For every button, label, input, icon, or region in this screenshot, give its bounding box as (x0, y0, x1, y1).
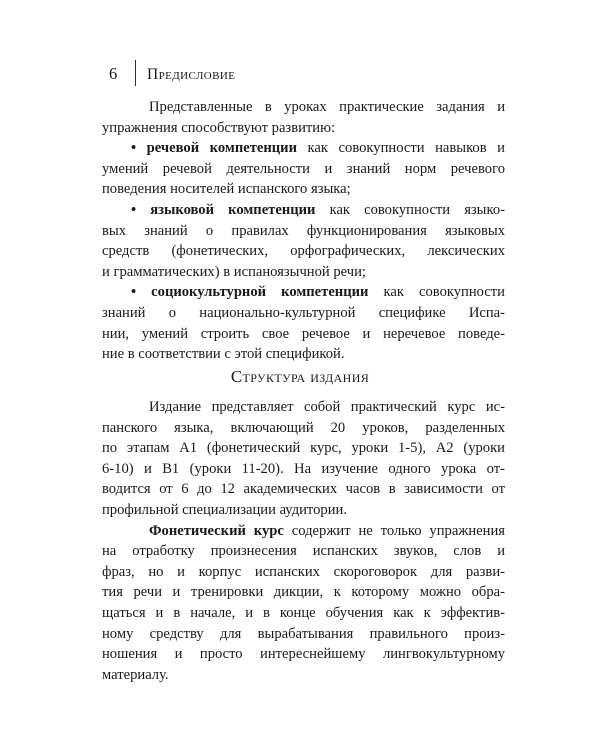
bullet-marker: • (131, 284, 137, 301)
bullet-line: знаний о национально-культурной специфике Испа- (102, 304, 505, 321)
paragraph-term: Фонетический курс (149, 522, 284, 539)
bullet-line: ние в соответствии с этой спецификой. (102, 346, 345, 363)
paragraph-line: профильной специализации аудитории. (102, 501, 347, 518)
bullet-line: вых знаний о правилах функционирования языковых (102, 222, 505, 239)
bullet-term: речевой компетенции (146, 140, 297, 157)
bullet-marker: • (131, 201, 137, 218)
page-number: 6 (109, 64, 118, 83)
bullet-item-language (131, 200, 505, 221)
bullet-text: как совокупности языко- (315, 201, 505, 218)
paragraph-line: панского языка, включающий 20 уроков, разделенных (102, 419, 505, 436)
bullet-text: как совокупности (368, 284, 505, 301)
bullet-text: как совокупности навыков и (297, 140, 505, 157)
paragraph-line: по этапам А1 (фонетический курс, уроки 1-5), А2 (уроки (102, 440, 505, 457)
bullet-line: средств (фонетических, орфографических, лексических (102, 243, 505, 260)
section-name: Предисловие (147, 66, 236, 83)
intro-line: Представленные в уроках практические задания и (149, 99, 505, 115)
paragraph-line: ному средству для вырабатывания правильного произ- (102, 625, 505, 642)
paragraph-line: 6-10) и В1 (уроки 11-20). На изучение одного урока от- (102, 460, 505, 477)
bullet-line: и грамматических) в испаноязычной речи; (102, 263, 366, 280)
bullet-term: социокультурной компетенции (151, 284, 369, 301)
paragraph-line: тия речи и тренировки дикции, к которому можно обра- (102, 584, 505, 601)
paragraph-line: Издание представляет собой практический курс ис- (149, 399, 505, 415)
paragraph-line: на отработку произнесения испанских звуков, слов и (102, 543, 505, 560)
phonetic-course-paragraph-start (149, 521, 505, 542)
paragraph-line: ношения и просто интереснейшему лингвокультурному (102, 646, 505, 663)
paragraph-line: водится от 6 до 12 академических часов в зависимости от (102, 481, 505, 498)
header-divider (135, 60, 136, 86)
bullet-line: нии, умений строить свое речевое и неречевое поведе- (102, 325, 505, 342)
preface-body (102, 97, 505, 365)
intro-line: упражнения способствуют развитию: (102, 119, 336, 136)
bullet-marker: • (131, 140, 137, 157)
bullet-term: языковой компетенции (150, 201, 316, 218)
paragraph-line: материалу. (102, 666, 169, 683)
paragraph-line: фраз, но и корпус испанских скороговорок для разви- (102, 563, 505, 580)
bullet-line: поведения носителей испанского языка; (102, 181, 351, 198)
bullet-item-sociocultural (131, 282, 505, 303)
paragraph-text: содержит не только упражнения (283, 522, 505, 539)
bullet-line: умений речевой деятельности и знаний норм речевого (102, 160, 505, 177)
structure-body (102, 397, 505, 685)
section-heading: Структура издания (230, 367, 370, 386)
paragraph-line: щаться и в начале, и в конце обучения как к эффектив- (102, 604, 505, 621)
running-head (98, 60, 518, 86)
bullet-item-speech (131, 138, 505, 159)
